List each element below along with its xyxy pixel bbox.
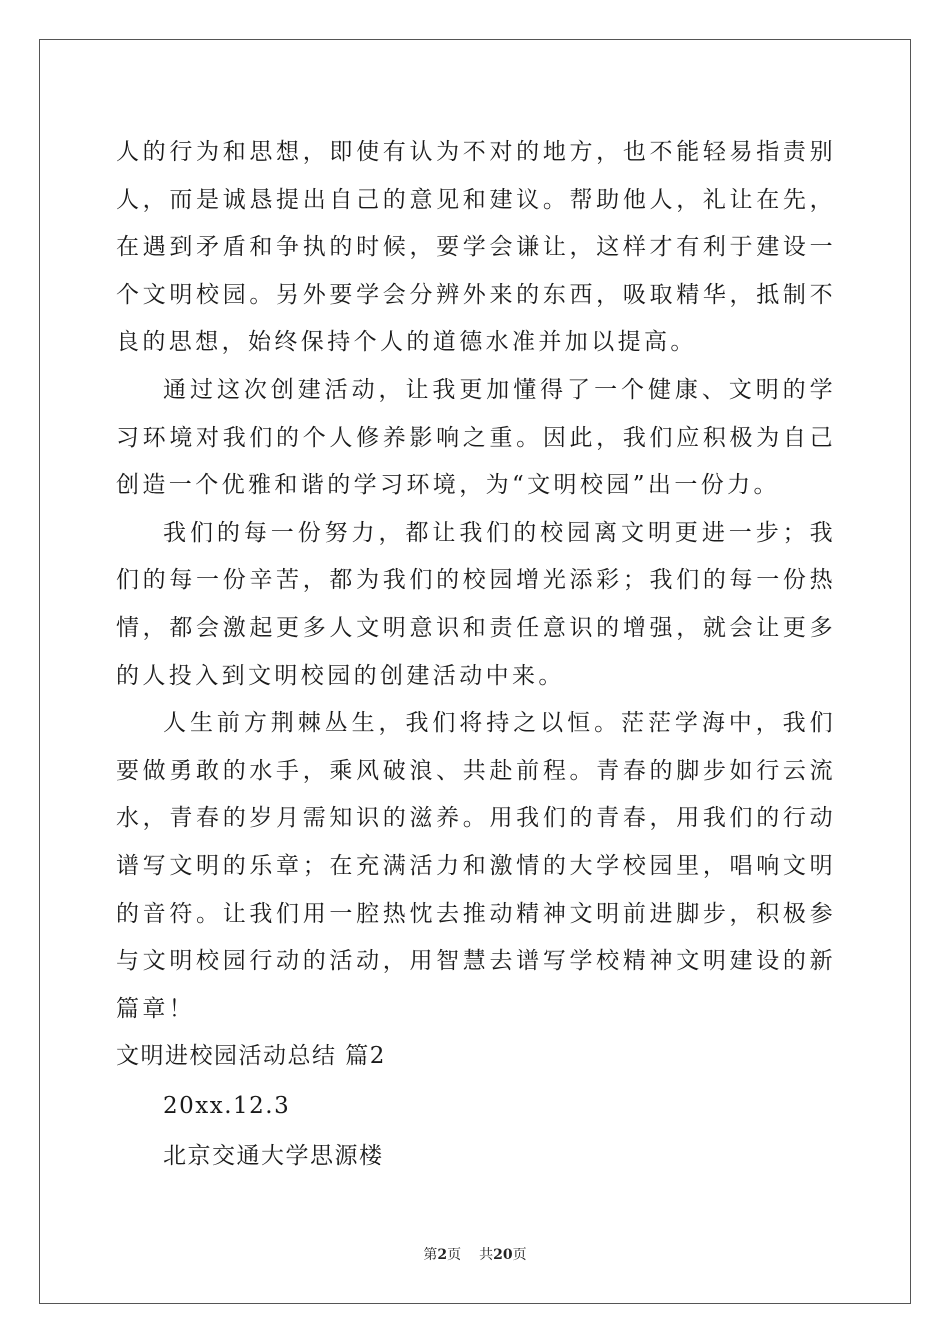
total-pages: 20 — [493, 1247, 513, 1263]
page-footer — [0, 1245, 950, 1265]
document-body — [116, 129, 836, 1181]
paragraph-4: 人生前方荆棘丛生，我们将持之以恒。茫茫学海中，我们要做勇敢的水手，乘风破浪、共赴前程。青春的脚步如行云流水，青春的岁月需知识的滋养。用我们的青春，用我们的行动谱写文明的乐章；在充满活力和激情的大学校园里，唱响文明的音符。让我们用一腔热忱去推动精神文明前进脚步，积极参与文明校园行动的活动，用智慧去谱写学校精神文明建设的新篇章！ — [116, 710, 836, 1022]
total-suffix: 页 — [512, 1247, 527, 1263]
page-prefix: 第 — [423, 1247, 438, 1263]
section-title: 文明进校园活动总结 篇2 — [116, 1043, 386, 1070]
paragraph-1: 人的行为和思想，即使有认为不对的地方，也不能轻易指责别人，而是诚恳提出自己的意见和建议。帮助他人，礼让在先，在遇到矛盾和争执的时候，要学会谦让，这样才有利于建设一个文明校园。另外要学会分辨外来的东西，吸取精华，抵制不良的思想，始终保持个人的道德水准并加以提高。 — [116, 139, 836, 356]
paragraph-2: 通过这次创建活动，让我更加懂得了一个健康、文明的学习环境对我们的个人修养影响之重。因此，我们应积极为自己创造一个优雅和谐的学习环境，为“文明校园”出一份力。 — [116, 376, 836, 499]
page-number: 2 — [437, 1247, 448, 1263]
event-location: 北京交通大学思源楼 — [163, 1142, 384, 1169]
paragraph-3: 我们的每一份努力，都让我们的校园离文明更进一步；我们的每一份辛苦，都为我们的校园增光添彩；我们的每一份热情，都会激起更多人文明意识和责任意识的增强，就会让更多的人投入到文明校园的创建活动中来。 — [116, 519, 836, 689]
page-suffix: 页 — [447, 1247, 462, 1263]
total-prefix: 共 — [479, 1247, 494, 1263]
event-date: 20xx.12.3 — [163, 1092, 291, 1119]
